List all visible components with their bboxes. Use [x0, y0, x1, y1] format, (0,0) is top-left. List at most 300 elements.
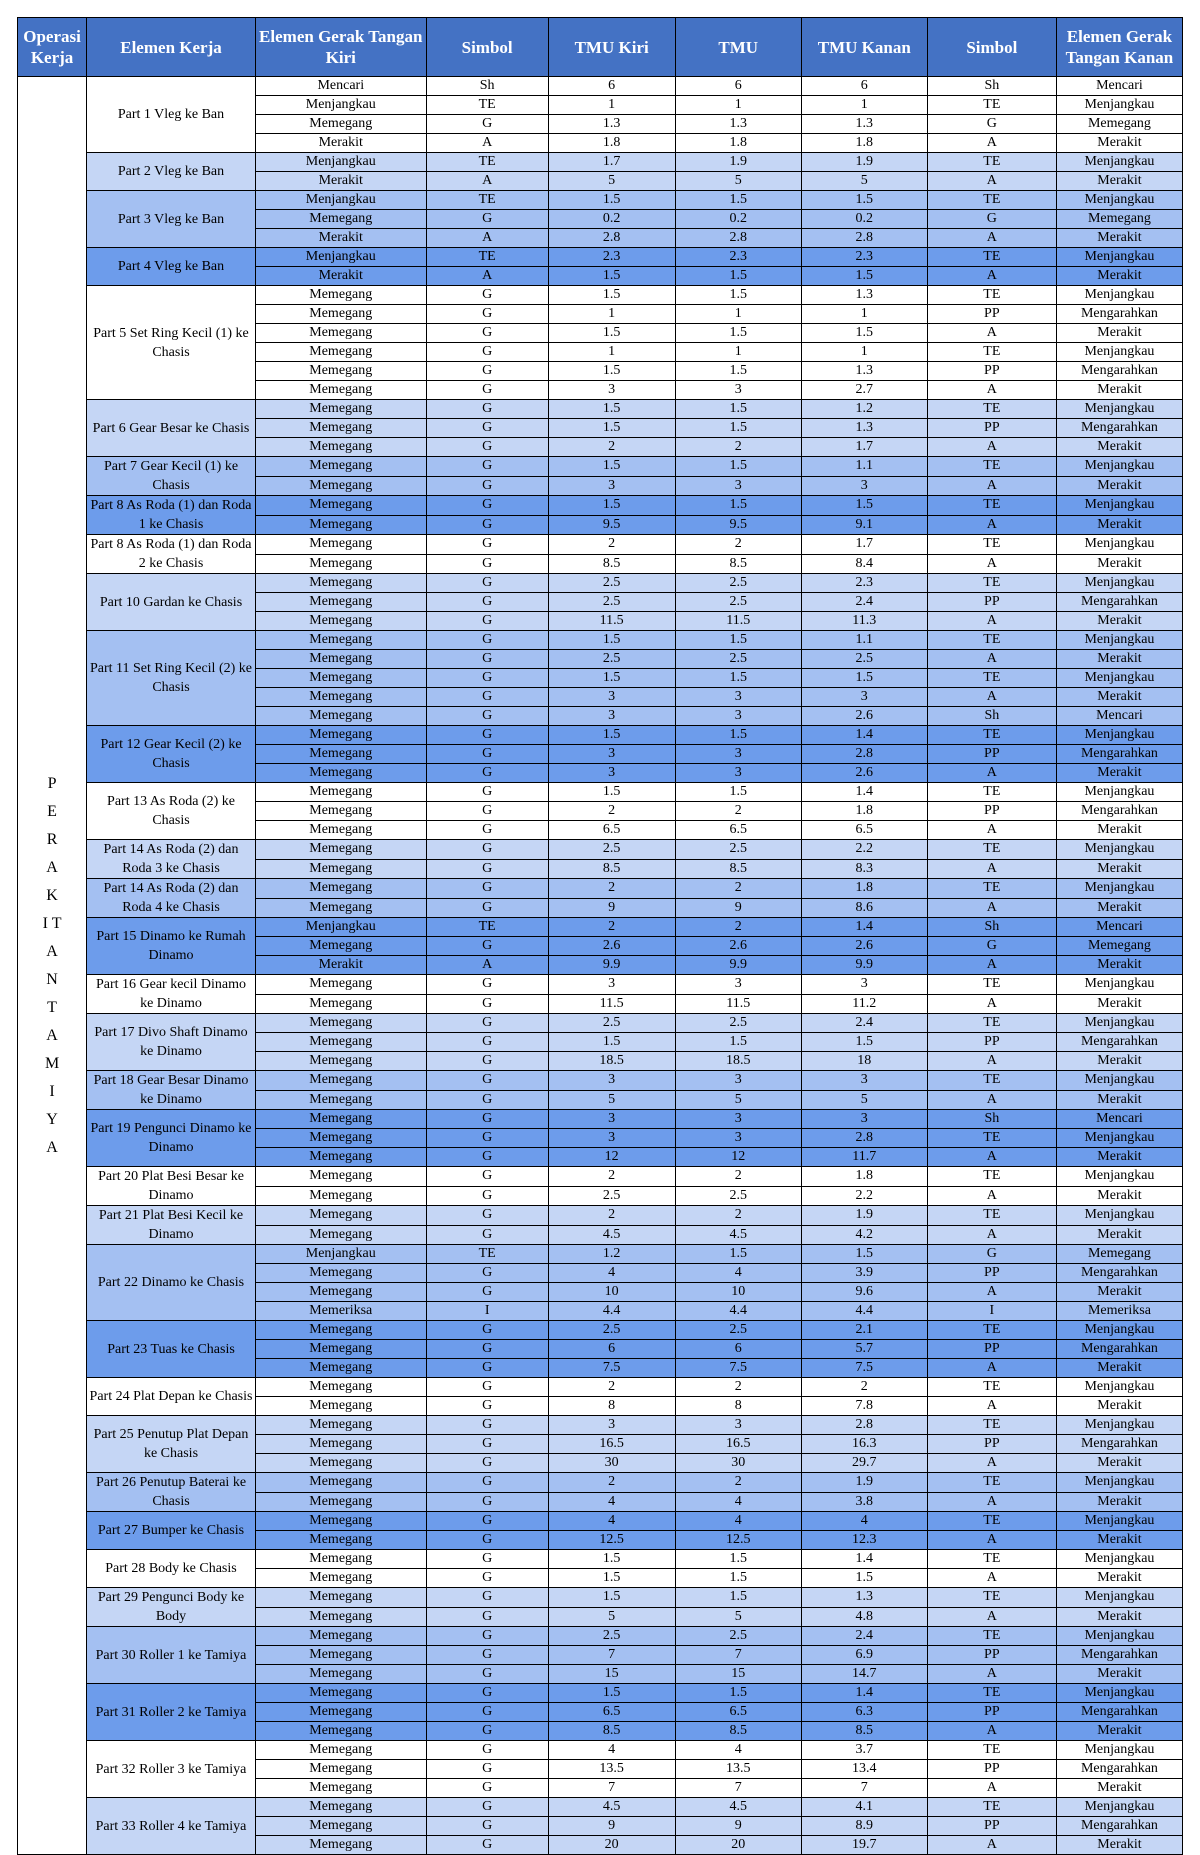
simbol-kanan-cell: TE — [927, 191, 1056, 210]
simbol-kanan-cell: PP — [927, 593, 1056, 612]
tmu-cell: 4.4 — [675, 1302, 801, 1321]
table-row — [18, 153, 1183, 172]
table-row — [18, 1588, 1183, 1608]
elemen-kerja-cell: Part 21 Plat Besi Kecil ke Dinamo — [87, 1206, 256, 1245]
elemen-kanan-cell: Memegang — [1056, 210, 1182, 229]
header-simbol-kiri: Simbol — [426, 18, 548, 77]
simbol-kanan-cell: A — [927, 134, 1056, 153]
elemen-kerja-cell: Part 10 Gardan ke Chasis — [87, 574, 256, 631]
simbol-kanan-cell: A — [927, 612, 1056, 631]
header-tmu: TMU — [675, 18, 801, 77]
elemen-kerja-cell: Part 33 Roller 4 ke Tamiya — [87, 1798, 256, 1855]
tmu-kiri-cell: 2.8 — [548, 229, 675, 248]
elemen-kiri-cell: Memegang — [255, 343, 426, 362]
simbol-kanan-cell: Sh — [927, 918, 1056, 937]
tmu-cell: 7 — [675, 1646, 801, 1665]
elemen-kiri-cell: Memegang — [255, 1129, 426, 1148]
tmu-kanan-cell: 1.5 — [801, 496, 927, 516]
tmu-cell: 2 — [675, 1167, 801, 1187]
simbol-kanan-cell: A — [927, 956, 1056, 975]
elemen-kanan-cell: Merakit — [1056, 1492, 1182, 1512]
tmu-cell: 15 — [675, 1665, 801, 1684]
simbol-kanan-cell: A — [927, 381, 1056, 400]
simbol-kanan-cell: PP — [927, 1817, 1056, 1836]
simbol-kanan-cell: A — [927, 1186, 1056, 1206]
table-body — [18, 77, 1183, 1855]
simbol-kanan-cell: TE — [927, 1129, 1056, 1148]
simbol-kanan-cell: A — [927, 1569, 1056, 1588]
elemen-kerja-cell: Part 14 As Roda (2) dan Roda 3 ke Chasis — [87, 840, 256, 879]
elemen-kiri-cell: Memegang — [255, 859, 426, 879]
elemen-kanan-cell: Mengarahkan — [1056, 1703, 1182, 1722]
simbol-kanan-cell: TE — [927, 1741, 1056, 1760]
elemen-kiri-cell: Memegang — [255, 1014, 426, 1033]
tmu-kiri-cell: 3 — [548, 745, 675, 764]
simbol-kiri-cell: G — [426, 1206, 548, 1226]
elemen-kanan-cell: Menjangkau — [1056, 840, 1182, 860]
elemen-kiri-cell: Memegang — [255, 419, 426, 438]
tmu-kiri-cell: 2.5 — [548, 650, 675, 669]
elemen-kiri-cell: Memegang — [255, 898, 426, 918]
elemen-kanan-cell: Memeriksa — [1056, 1302, 1182, 1321]
tmu-kanan-cell: 1.5 — [801, 324, 927, 343]
elemen-kiri-cell: Merakit — [255, 267, 426, 286]
elemen-kanan-cell: Menjangkau — [1056, 1684, 1182, 1703]
tmu-cell: 9 — [675, 898, 801, 918]
elemen-kerja-cell: Part 28 Body ke Chasis — [87, 1550, 256, 1588]
simbol-kanan-cell: PP — [927, 362, 1056, 381]
elemen-kanan-cell: Menjangkau — [1056, 1416, 1182, 1435]
tmu-kiri-cell: 12 — [548, 1148, 675, 1167]
simbol-kiri-cell: G — [426, 726, 548, 745]
tmu-kanan-cell: 6.9 — [801, 1646, 927, 1665]
simbol-kanan-cell: TE — [927, 1512, 1056, 1531]
elemen-kanan-cell: Merakit — [1056, 1225, 1182, 1245]
tmu-kiri-cell: 9 — [548, 898, 675, 918]
elemen-kerja-cell: Part 8 As Roda (1) dan Roda 2 ke Chasis — [87, 535, 256, 574]
tmu-kanan-cell: 4 — [801, 1512, 927, 1531]
simbol-kiri-cell: G — [426, 1071, 548, 1091]
elemen-kanan-cell: Menjangkau — [1056, 535, 1182, 555]
simbol-kiri-cell: G — [426, 593, 548, 612]
simbol-kiri-cell: I — [426, 1302, 548, 1321]
simbol-kiri-cell: G — [426, 802, 548, 821]
tmu-kanan-cell: 12.3 — [801, 1531, 927, 1550]
elemen-kanan-cell: Menjangkau — [1056, 286, 1182, 305]
table-row — [18, 400, 1183, 419]
tmu-cell: 2.5 — [675, 650, 801, 669]
tmu-kiri-cell: 2 — [548, 1378, 675, 1397]
tmu-kanan-cell: 2.3 — [801, 248, 927, 267]
elemen-kanan-cell: Memegang — [1056, 115, 1182, 134]
tmu-kiri-cell: 4.5 — [548, 1225, 675, 1245]
table-row — [18, 1627, 1183, 1646]
table-row — [18, 286, 1183, 305]
simbol-kiri-cell: G — [426, 669, 548, 688]
tmu-kiri-cell: 1.5 — [548, 1684, 675, 1703]
table-row — [18, 918, 1183, 937]
tmu-kanan-cell: 8.5 — [801, 1722, 927, 1741]
header-row — [18, 18, 1183, 77]
header-tmu-kiri: TMU Kiri — [548, 18, 675, 77]
tmu-cell: 1.5 — [675, 631, 801, 650]
elemen-kerja-cell: Part 8 As Roda (1) dan Roda 1 ke Chasis — [87, 496, 256, 535]
tmu-cell: 7.5 — [675, 1359, 801, 1378]
simbol-kiri-cell: G — [426, 438, 548, 457]
elemen-kiri-cell: Memegang — [255, 1512, 426, 1531]
tmu-kiri-cell: 5 — [548, 172, 675, 191]
simbol-kiri-cell: G — [426, 1836, 548, 1855]
simbol-kiri-cell: G — [426, 400, 548, 419]
elemen-kiri-cell: Memegang — [255, 400, 426, 419]
elemen-kerja-cell: Part 11 Set Ring Kecil (2) ke Chasis — [87, 631, 256, 726]
tmu-kiri-cell: 1.8 — [548, 134, 675, 153]
simbol-kanan-cell: A — [927, 1225, 1056, 1245]
simbol-kanan-cell: TE — [927, 1206, 1056, 1226]
tmu-cell: 9 — [675, 1817, 801, 1836]
elemen-kanan-cell: Mengarahkan — [1056, 1817, 1182, 1836]
simbol-kanan-cell: TE — [927, 1167, 1056, 1187]
simbol-kiri-cell: G — [426, 1531, 548, 1550]
elemen-kerja-cell: Part 31 Roller 2 ke Tamiya — [87, 1684, 256, 1741]
simbol-kiri-cell: G — [426, 1129, 548, 1148]
elemen-kerja-cell: Part 27 Bumper ke Chasis — [87, 1512, 256, 1550]
tmu-cell: 6 — [675, 77, 801, 96]
tmu-kanan-cell: 1.4 — [801, 1684, 927, 1703]
tmu-cell: 4 — [675, 1492, 801, 1512]
simbol-kanan-cell: A — [927, 267, 1056, 286]
tmu-kiri-cell: 1.5 — [548, 496, 675, 516]
elemen-kanan-cell: Merakit — [1056, 994, 1182, 1014]
tmu-kiri-cell: 1.5 — [548, 457, 675, 477]
elemen-kiri-cell: Memegang — [255, 1684, 426, 1703]
elemen-kiri-cell: Memegang — [255, 1186, 426, 1206]
simbol-kiri-cell: G — [426, 343, 548, 362]
header-operasi-kerja: Operasi Kerja — [18, 18, 87, 77]
elemen-kanan-cell: Menjangkau — [1056, 457, 1182, 477]
simbol-kiri-cell: G — [426, 457, 548, 477]
tmu-cell: 1.5 — [675, 400, 801, 419]
simbol-kanan-cell: TE — [927, 783, 1056, 802]
simbol-kanan-cell: PP — [927, 1703, 1056, 1722]
tmu-kiri-cell: 7.5 — [548, 1359, 675, 1378]
tmu-kiri-cell: 0.2 — [548, 210, 675, 229]
tmu-kanan-cell: 1.7 — [801, 535, 927, 555]
elemen-kanan-cell: Merakit — [1056, 650, 1182, 669]
simbol-kiri-cell: G — [426, 1741, 548, 1760]
tmu-cell: 9.9 — [675, 956, 801, 975]
tmu-kiri-cell: 11.5 — [548, 994, 675, 1014]
tmu-kanan-cell: 8.9 — [801, 1817, 927, 1836]
elemen-kiri-cell: Memegang — [255, 362, 426, 381]
elemen-kiri-cell: Memegang — [255, 783, 426, 802]
elemen-kanan-cell: Mengarahkan — [1056, 1435, 1182, 1454]
tmu-cell: 3 — [675, 707, 801, 726]
tmu-kanan-cell: 29.7 — [801, 1454, 927, 1473]
tmu-cell: 3 — [675, 764, 801, 783]
elemen-kerja-cell: Part 19 Pengunci Dinamo ke Dinamo — [87, 1110, 256, 1167]
tmu-kiri-cell: 6 — [548, 77, 675, 96]
simbol-kanan-cell: G — [927, 115, 1056, 134]
simbol-kiri-cell: G — [426, 1033, 548, 1052]
tmu-cell: 2 — [675, 802, 801, 821]
tmu-kiri-cell: 1 — [548, 343, 675, 362]
simbol-kanan-cell: TE — [927, 1378, 1056, 1397]
simbol-kiri-cell: G — [426, 324, 548, 343]
elemen-kiri-cell: Memegang — [255, 457, 426, 477]
table-row — [18, 1071, 1183, 1091]
elemen-kanan-cell: Merakit — [1056, 515, 1182, 535]
simbol-kanan-cell: TE — [927, 879, 1056, 899]
elemen-kanan-cell: Merakit — [1056, 1454, 1182, 1473]
tmu-kanan-cell: 1.4 — [801, 726, 927, 745]
tmu-kanan-cell: 7.5 — [801, 1359, 927, 1378]
tmu-kanan-cell: 1.3 — [801, 419, 927, 438]
elemen-kanan-cell: Menjangkau — [1056, 574, 1182, 593]
simbol-kiri-cell: A — [426, 956, 548, 975]
simbol-kiri-cell: G — [426, 115, 548, 134]
tmu-cell: 1.5 — [675, 286, 801, 305]
elemen-kiri-cell: Memegang — [255, 1760, 426, 1779]
tmu-kanan-cell: 1.8 — [801, 1167, 927, 1187]
mtm-table — [17, 17, 1183, 1855]
tmu-kiri-cell: 4.5 — [548, 1798, 675, 1817]
simbol-kanan-cell: A — [927, 688, 1056, 707]
elemen-kiri-cell: Memegang — [255, 476, 426, 496]
elemen-kiri-cell: Memegang — [255, 286, 426, 305]
elemen-kanan-cell: Menjangkau — [1056, 1378, 1182, 1397]
tmu-kanan-cell: 8.6 — [801, 898, 927, 918]
elemen-kiri-cell: Memegang — [255, 115, 426, 134]
tmu-kanan-cell: 1 — [801, 343, 927, 362]
simbol-kanan-cell: Sh — [927, 77, 1056, 96]
tmu-kanan-cell: 1.5 — [801, 191, 927, 210]
simbol-kanan-cell: A — [927, 1454, 1056, 1473]
tmu-cell: 1.8 — [675, 134, 801, 153]
elemen-kiri-cell: Memegang — [255, 764, 426, 783]
tmu-cell: 3 — [675, 745, 801, 764]
simbol-kiri-cell: G — [426, 1416, 548, 1435]
simbol-kiri-cell: TE — [426, 918, 548, 937]
simbol-kiri-cell: G — [426, 1397, 548, 1416]
elemen-kiri-cell: Memegang — [255, 515, 426, 535]
tmu-cell: 4.5 — [675, 1225, 801, 1245]
tmu-kanan-cell: 6.5 — [801, 821, 927, 840]
tmu-cell: 18.5 — [675, 1052, 801, 1071]
tmu-cell: 1.5 — [675, 191, 801, 210]
tmu-kanan-cell: 2 — [801, 1378, 927, 1397]
simbol-kanan-cell: PP — [927, 1033, 1056, 1052]
table-row — [18, 1512, 1183, 1531]
tmu-kanan-cell: 4.4 — [801, 1302, 927, 1321]
tmu-cell: 1.5 — [675, 1550, 801, 1569]
header-simbol-kanan: Simbol — [927, 18, 1056, 77]
simbol-kiri-cell: Sh — [426, 77, 548, 96]
tmu-kanan-cell: 3.9 — [801, 1264, 927, 1283]
tmu-kiri-cell: 2.5 — [548, 574, 675, 593]
elemen-kiri-cell: Menjangkau — [255, 248, 426, 267]
simbol-kanan-cell: TE — [927, 1416, 1056, 1435]
tmu-kanan-cell: 1.8 — [801, 134, 927, 153]
tmu-kanan-cell: 2.7 — [801, 381, 927, 400]
tmu-cell: 1.5 — [675, 1245, 801, 1264]
tmu-cell: 6.5 — [675, 1703, 801, 1722]
simbol-kiri-cell: G — [426, 994, 548, 1014]
simbol-kanan-cell: A — [927, 994, 1056, 1014]
tmu-cell: 12.5 — [675, 1531, 801, 1550]
elemen-kerja-cell: Part 29 Pengunci Body ke Body — [87, 1588, 256, 1627]
tmu-kanan-cell: 2.8 — [801, 1416, 927, 1435]
elemen-kanan-cell: Menjangkau — [1056, 879, 1182, 899]
simbol-kanan-cell: A — [927, 1607, 1056, 1627]
simbol-kanan-cell: TE — [927, 1071, 1056, 1091]
tmu-cell: 8.5 — [675, 859, 801, 879]
simbol-kiri-cell: G — [426, 840, 548, 860]
simbol-kanan-cell: TE — [927, 1550, 1056, 1569]
elemen-kanan-cell: Merakit — [1056, 172, 1182, 191]
tmu-kanan-cell: 2.6 — [801, 937, 927, 956]
elemen-kiri-cell: Memegang — [255, 1321, 426, 1340]
simbol-kanan-cell: A — [927, 1090, 1056, 1110]
tmu-kanan-cell: 9.9 — [801, 956, 927, 975]
elemen-kiri-cell: Memegang — [255, 554, 426, 574]
simbol-kiri-cell: G — [426, 1090, 548, 1110]
elemen-kiri-cell: Merakit — [255, 956, 426, 975]
tmu-kanan-cell: 1.3 — [801, 286, 927, 305]
simbol-kanan-cell: A — [927, 1722, 1056, 1741]
elemen-kanan-cell: Merakit — [1056, 764, 1182, 783]
elemen-kiri-cell: Memegang — [255, 1607, 426, 1627]
elemen-kanan-cell: Merakit — [1056, 554, 1182, 574]
simbol-kiri-cell: G — [426, 1760, 548, 1779]
tmu-cell: 2 — [675, 438, 801, 457]
tmu-kiri-cell: 16.5 — [548, 1435, 675, 1454]
elemen-kanan-cell: Mencari — [1056, 707, 1182, 726]
elemen-kiri-cell: Menjangkau — [255, 918, 426, 937]
simbol-kanan-cell: A — [927, 1665, 1056, 1684]
elemen-kanan-cell: Mengarahkan — [1056, 1264, 1182, 1283]
header-elemen-kanan: Elemen Gerak Tangan Kanan — [1056, 18, 1182, 77]
elemen-kerja-cell: Part 22 Dinamo ke Chasis — [87, 1245, 256, 1321]
table-row — [18, 1416, 1183, 1435]
tmu-kanan-cell: 1.7 — [801, 438, 927, 457]
elemen-kanan-cell: Mencari — [1056, 77, 1182, 96]
elemen-kiri-cell: Memegang — [255, 1071, 426, 1091]
simbol-kanan-cell: A — [927, 1779, 1056, 1798]
elemen-kerja-cell: Part 15 Dinamo ke Rumah Dinamo — [87, 918, 256, 975]
elemen-kanan-cell: Merakit — [1056, 1722, 1182, 1741]
elemen-kanan-cell: Memegang — [1056, 937, 1182, 956]
simbol-kanan-cell: A — [927, 554, 1056, 574]
table-row — [18, 1014, 1183, 1033]
elemen-kiri-cell: Memegang — [255, 975, 426, 995]
elemen-kiri-cell: Memegang — [255, 593, 426, 612]
elemen-kanan-cell: Merakit — [1056, 688, 1182, 707]
elemen-kanan-cell: Mengarahkan — [1056, 593, 1182, 612]
tmu-cell: 2.5 — [675, 574, 801, 593]
tmu-kanan-cell: 18 — [801, 1052, 927, 1071]
elemen-kiri-cell: Memegang — [255, 1225, 426, 1245]
elemen-kerja-cell: Part 30 Roller 1 ke Tamiya — [87, 1627, 256, 1684]
simbol-kanan-cell: TE — [927, 400, 1056, 419]
simbol-kanan-cell: PP — [927, 802, 1056, 821]
tmu-cell: 2 — [675, 879, 801, 899]
simbol-kanan-cell: Sh — [927, 1110, 1056, 1129]
tmu-kiri-cell: 1.2 — [548, 1245, 675, 1264]
elemen-kerja-cell: Part 5 Set Ring Kecil (1) ke Chasis — [87, 286, 256, 400]
simbol-kanan-cell: A — [927, 515, 1056, 535]
tmu-cell: 2.5 — [675, 1627, 801, 1646]
elemen-kiri-cell: Memegang — [255, 1435, 426, 1454]
elemen-kiri-cell: Memegang — [255, 994, 426, 1014]
elemen-kiri-cell: Mencari — [255, 77, 426, 96]
elemen-kanan-cell: Menjangkau — [1056, 191, 1182, 210]
tmu-kiri-cell: 2.5 — [548, 593, 675, 612]
table-row — [18, 975, 1183, 995]
elemen-kiri-cell: Memegang — [255, 1033, 426, 1052]
elemen-kerja-cell: Part 1 Vleg ke Ban — [87, 77, 256, 153]
tmu-kiri-cell: 1 — [548, 96, 675, 115]
elemen-kerja-cell: Part 24 Plat Depan ke Chasis — [87, 1378, 256, 1416]
simbol-kiri-cell: TE — [426, 1245, 548, 1264]
tmu-kanan-cell: 8.4 — [801, 554, 927, 574]
tmu-kanan-cell: 9.6 — [801, 1283, 927, 1302]
simbol-kanan-cell: A — [927, 229, 1056, 248]
elemen-kanan-cell: Menjangkau — [1056, 1512, 1182, 1531]
simbol-kiri-cell: G — [426, 1798, 548, 1817]
tmu-cell: 4 — [675, 1512, 801, 1531]
elemen-kanan-cell: Mencari — [1056, 918, 1182, 937]
elemen-kanan-cell: Menjangkau — [1056, 1627, 1182, 1646]
tmu-cell: 3 — [675, 1129, 801, 1148]
elemen-kanan-cell: Merakit — [1056, 1397, 1182, 1416]
tmu-kiri-cell: 3 — [548, 381, 675, 400]
simbol-kiri-cell: G — [426, 476, 548, 496]
elemen-kiri-cell: Memegang — [255, 1531, 426, 1550]
tmu-kanan-cell: 1.5 — [801, 1569, 927, 1588]
elemen-kanan-cell: Merakit — [1056, 956, 1182, 975]
simbol-kanan-cell: PP — [927, 1340, 1056, 1359]
tmu-kanan-cell: 2.1 — [801, 1321, 927, 1340]
simbol-kanan-cell: TE — [927, 669, 1056, 688]
elemen-kanan-cell: Mengarahkan — [1056, 1646, 1182, 1665]
elemen-kanan-cell: Menjangkau — [1056, 96, 1182, 115]
simbol-kanan-cell: Sh — [927, 707, 1056, 726]
simbol-kanan-cell: A — [927, 764, 1056, 783]
elemen-kiri-cell: Memegang — [255, 1454, 426, 1473]
tmu-cell: 3 — [675, 688, 801, 707]
tmu-kanan-cell: 3 — [801, 1110, 927, 1129]
tmu-kiri-cell: 1.5 — [548, 631, 675, 650]
elemen-kerja-cell: Part 32 Roller 3 ke Tamiya — [87, 1741, 256, 1798]
table-row — [18, 1684, 1183, 1703]
tmu-kanan-cell: 1.4 — [801, 918, 927, 937]
elemen-kiri-cell: Memegang — [255, 1378, 426, 1397]
simbol-kanan-cell: TE — [927, 535, 1056, 555]
simbol-kiri-cell: G — [426, 362, 548, 381]
table-row — [18, 1798, 1183, 1817]
tmu-kanan-cell: 1.3 — [801, 362, 927, 381]
elemen-kanan-cell: Menjangkau — [1056, 783, 1182, 802]
tmu-cell: 4 — [675, 1264, 801, 1283]
simbol-kanan-cell: A — [927, 1148, 1056, 1167]
tmu-kiri-cell: 2 — [548, 1473, 675, 1493]
simbol-kiri-cell: G — [426, 1473, 548, 1493]
elemen-kiri-cell: Memegang — [255, 1798, 426, 1817]
tmu-cell: 2.3 — [675, 248, 801, 267]
simbol-kanan-cell: TE — [927, 631, 1056, 650]
elemen-kiri-cell: Memegang — [255, 1627, 426, 1646]
